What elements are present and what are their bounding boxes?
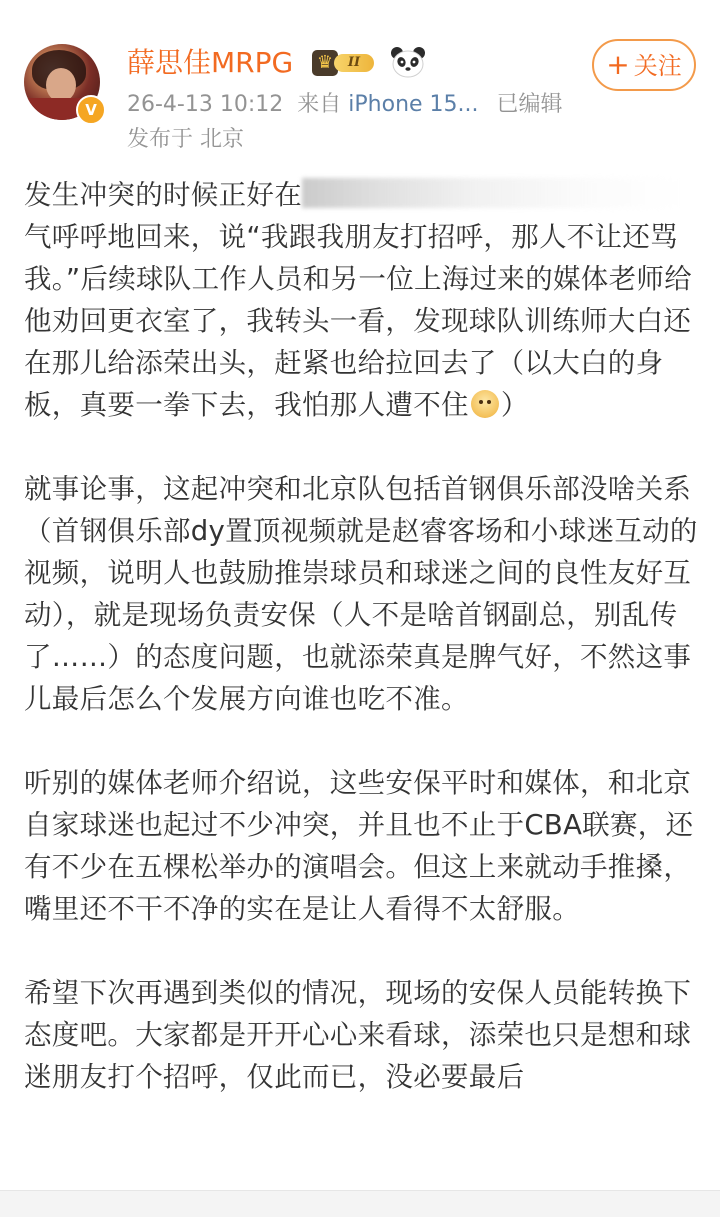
post-timestamp: 26-4-13 10:12	[127, 92, 284, 117]
paragraph-1-closing: ）	[500, 389, 529, 421]
post-paragraph-3: 听别的媒体老师介绍说，这些安保平时和媒体，和北京自家球迷也起过不少冲突，并且也不止于CBA联赛，还有不少在五棵松举办的演唱会。但这上来就动手推搡，嘴里还不干不净的实在是让人看得不太舒服。	[24, 767, 694, 925]
edited-label[interactable]: 已编辑	[496, 92, 563, 117]
post-paragraph-2: 就事论事，这起冲突和北京队包括首钢俱乐部没啥关系（首钢俱乐部dy置顶视频就是赵睿客场和小球迷互动的视频，说明人也鼓励推崇球员和球迷之间的良性友好互动），就是现场负责安保（人不是啥首钢副总，别乱传了……）的态度问题，也就添荣真是脾气好，不然这事儿最后怎么个发展方向谁也吃不准。	[24, 473, 698, 715]
panda-icon	[390, 46, 426, 78]
paragraph-1-rest: 气呼呼地回来，说“我跟我朋友打招呼，那人不让还骂我。”后续球队工作人员和另一位上海过来的媒体老师给他劝回更衣室了，我转头一看，发现球队训练师大白还在那儿给添荣出头，赶紧也给拉回去了（以大白的身板，真要一拳下去，我怕那人遭不住	[24, 221, 692, 421]
paragraph-1-start: 发生冲突的时候正好在	[24, 179, 302, 211]
avatar-face	[46, 68, 76, 102]
follow-label: 关注	[633, 52, 682, 80]
verified-icon: V	[76, 95, 106, 125]
plus-icon: +	[606, 48, 630, 81]
post-location: 发布于 北京	[127, 127, 244, 152]
blurred-redaction	[302, 178, 682, 208]
follow-button[interactable]	[592, 39, 696, 91]
source-prefix: 来自	[297, 92, 342, 117]
bottom-edge	[0, 1190, 720, 1217]
post-paragraph-4: 希望下次再遇到类似的情况，现场的安保人员能转换下态度吧。大家都是开开心心来看球，添荣也只是想和球迷朋友打个招呼，仅此而已，没必要最后	[24, 977, 692, 1093]
post-body	[24, 174, 704, 1140]
crown-icon: ♛	[312, 50, 338, 76]
post-paragraph-1	[24, 174, 704, 426]
post-header	[0, 0, 720, 160]
doge-emoji-icon	[471, 390, 499, 418]
level-label: II	[334, 54, 374, 72]
member-level-badge[interactable]	[312, 48, 374, 78]
device-link[interactable]: iPhone 15...	[348, 92, 479, 117]
post-meta	[127, 88, 563, 122]
author-name[interactable]: 薛思佳MRPG	[127, 46, 294, 79]
